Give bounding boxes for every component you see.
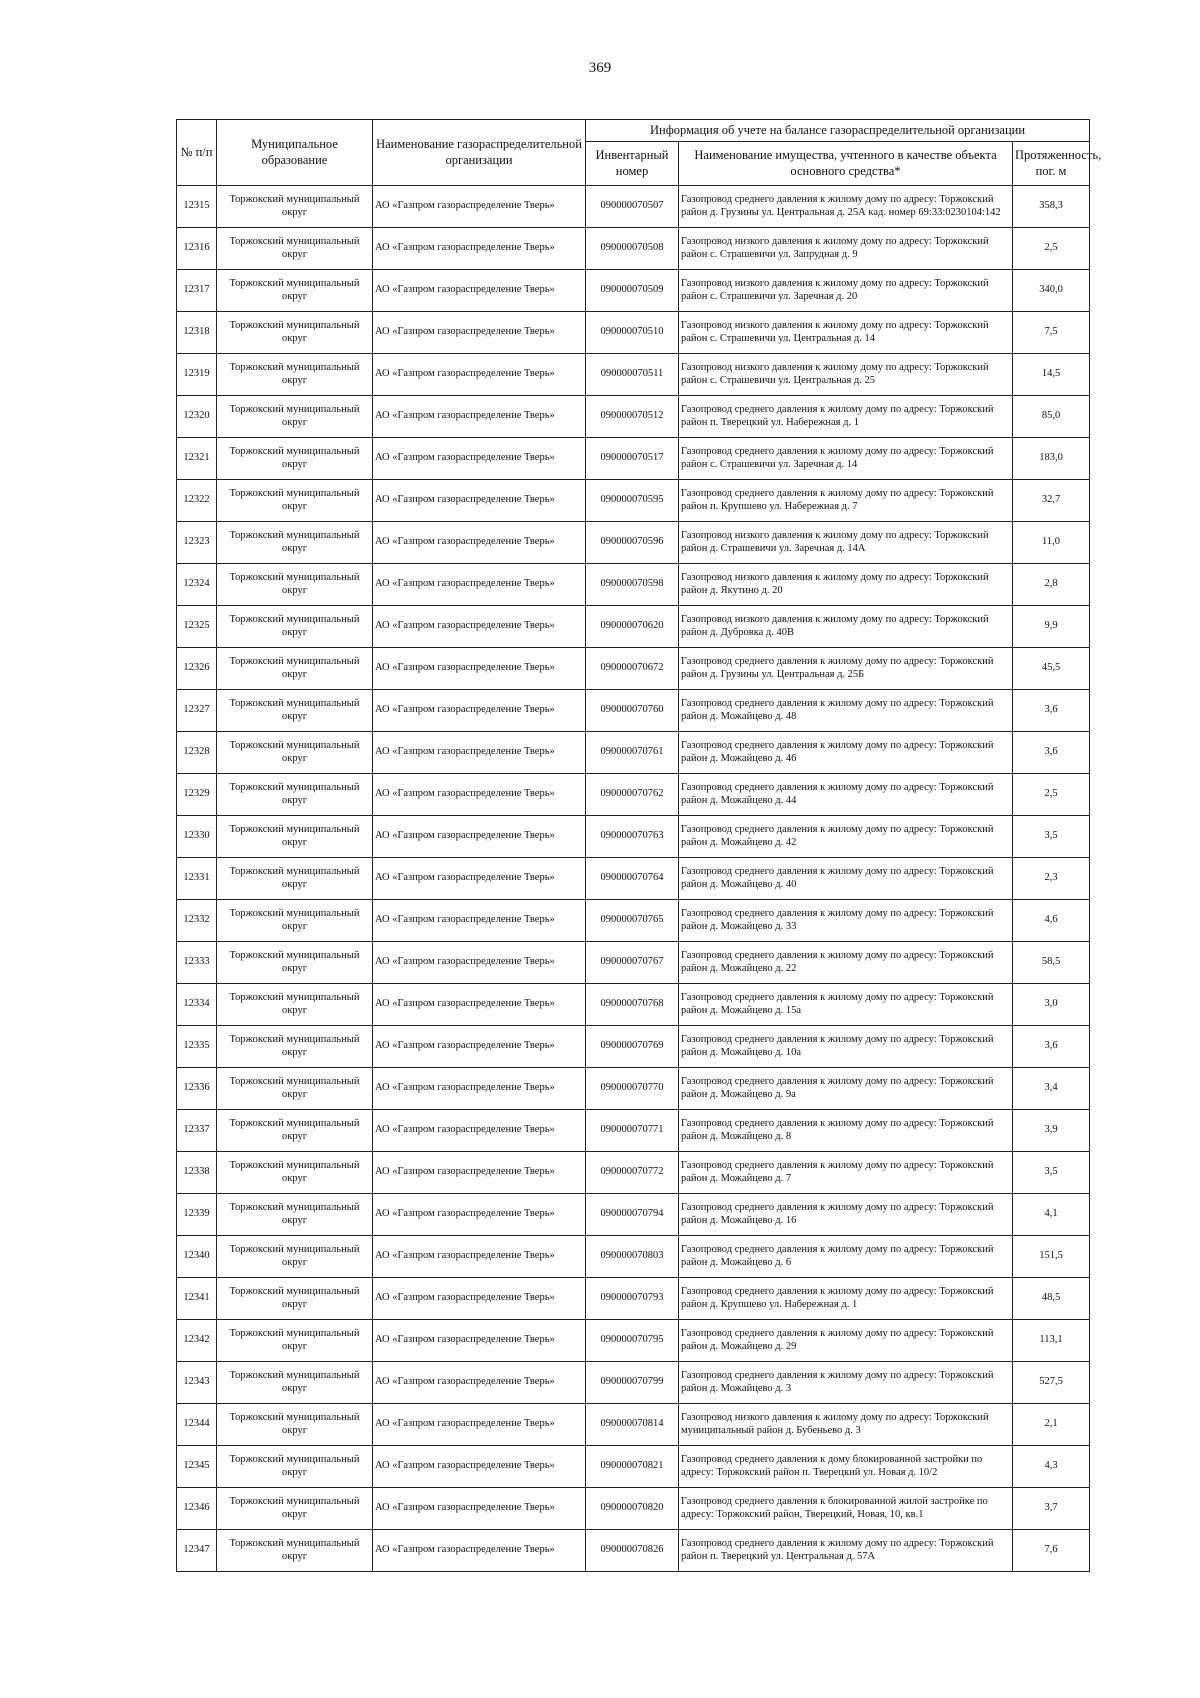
cell-organization: АО «Газпром газораспределение Тверь» [373,1362,586,1404]
cell-organization: АО «Газпром газораспределение Тверь» [373,228,586,270]
cell-length: 85,0 [1013,396,1090,438]
cell-municipality: Торжокский муниципальный округ [217,732,373,774]
cell-length: 48,5 [1013,1278,1090,1320]
cell-inventory: 090000070799 [586,1362,679,1404]
cell-organization: АО «Газпром газораспределение Тверь» [373,186,586,228]
table-row [177,438,1090,480]
cell-num: 12323 [177,522,217,564]
cell-length: 3,5 [1013,1152,1090,1194]
cell-length: 2,5 [1013,228,1090,270]
cell-num: 12324 [177,564,217,606]
cell-num: 12342 [177,1320,217,1362]
table-row [177,228,1090,270]
cell-property: Газопровод среднего давления к жилому дому по адресу: Торжокский район д. Можайцево д. 48 [679,690,1013,732]
table-row [177,984,1090,1026]
cell-organization: АО «Газпром газораспределение Тверь» [373,1278,586,1320]
cell-num: 12327 [177,690,217,732]
cell-municipality: Торжокский муниципальный округ [217,228,373,270]
table-body [177,186,1090,1572]
cell-inventory: 090000070826 [586,1530,679,1572]
table-row [177,732,1090,774]
table-row [177,396,1090,438]
cell-inventory: 090000070507 [586,186,679,228]
cell-municipality: Торжокский муниципальный округ [217,648,373,690]
cell-length: 2,3 [1013,858,1090,900]
table-row [177,606,1090,648]
cell-num: 12344 [177,1404,217,1446]
cell-num: 12334 [177,984,217,1026]
cell-inventory: 090000070821 [586,1446,679,1488]
table-row [177,354,1090,396]
cell-length: 3,4 [1013,1068,1090,1110]
table-row [177,1320,1090,1362]
cell-municipality: Торжокский муниципальный округ [217,1194,373,1236]
table-row [177,1278,1090,1320]
cell-organization: АО «Газпром газораспределение Тверь» [373,774,586,816]
cell-length: 32,7 [1013,480,1090,522]
cell-length: 3,6 [1013,732,1090,774]
cell-property: Газопровод низкого давления к жилому дому по адресу: Торжокский район с. Страшевичи ул. Центральная д. 14 [679,312,1013,354]
cell-organization: АО «Газпром газораспределение Тверь» [373,1026,586,1068]
cell-length: 3,0 [1013,984,1090,1026]
cell-municipality: Торжокский муниципальный округ [217,1110,373,1152]
cell-inventory: 090000070772 [586,1152,679,1194]
cell-inventory: 090000070672 [586,648,679,690]
table-row [177,270,1090,312]
cell-property: Газопровод среднего давления к жилому дому по адресу: Торжокский район д. Можайцево д. 16 [679,1194,1013,1236]
cell-municipality: Торжокский муниципальный округ [217,396,373,438]
cell-inventory: 090000070820 [586,1488,679,1530]
cell-property: Газопровод среднего давления к жилому дому по адресу: Торжокский район д. Можайцево д. 42 [679,816,1013,858]
cell-property: Газопровод среднего давления к жилому дому по адресу: Торжокский район д. Можайцево д. 15а [679,984,1013,1026]
cell-length: 14,5 [1013,354,1090,396]
cell-municipality: Торжокский муниципальный округ [217,1236,373,1278]
cell-organization: АО «Газпром газораспределение Тверь» [373,858,586,900]
cell-municipality: Торжокский муниципальный округ [217,1446,373,1488]
cell-num: 12346 [177,1488,217,1530]
table-row [177,1236,1090,1278]
cell-organization: АО «Газпром газораспределение Тверь» [373,1488,586,1530]
cell-organization: АО «Газпром газораспределение Тверь» [373,1236,586,1278]
cell-municipality: Торжокский муниципальный округ [217,1404,373,1446]
cell-property: Газопровод среднего давления к жилому дому по адресу: Торжокский район д. Можайцево д. 22 [679,942,1013,984]
cell-property: Газопровод среднего давления к жилому дому по адресу: Торжокский район д. Грузины ул. Центральная д. 25Б [679,648,1013,690]
cell-property: Газопровод среднего давления к дому блокированной застройки по адресу: Торжокский район п. Тверецкий ул. Новая д. 10/2 [679,1446,1013,1488]
table-row [177,1026,1090,1068]
cell-num: 12319 [177,354,217,396]
cell-municipality: Торжокский муниципальный округ [217,1488,373,1530]
cell-property: Газопровод низкого давления к жилому дому по адресу: Торжокский муниципальный район д. Бубеньево д. 3 [679,1404,1013,1446]
cell-length: 4,6 [1013,900,1090,942]
table-row [177,1530,1090,1572]
table-row [177,1152,1090,1194]
cell-property: Газопровод среднего давления к блокированной жилой застройке по адресу: Торжокский район, Тверецкий, Новая, 10, кв.1 [679,1488,1013,1530]
cell-organization: АО «Газпром газораспределение Тверь» [373,690,586,732]
cell-organization: АО «Газпром газораспределение Тверь» [373,732,586,774]
header-row [177,120,1090,142]
cell-municipality: Торжокский муниципальный округ [217,858,373,900]
cell-inventory: 090000070509 [586,270,679,312]
cell-organization: АО «Газпром газораспределение Тверь» [373,312,586,354]
cell-inventory: 090000070764 [586,858,679,900]
cell-property: Газопровод среднего давления к жилому дому по адресу: Торжокский район д. Можайцево д. 9а [679,1068,1013,1110]
cell-length: 2,1 [1013,1404,1090,1446]
cell-length: 3,5 [1013,816,1090,858]
cell-length: 4,3 [1013,1446,1090,1488]
cell-length: 7,5 [1013,312,1090,354]
cell-organization: АО «Газпром газораспределение Тверь» [373,942,586,984]
cell-inventory: 090000070793 [586,1278,679,1320]
cell-property: Газопровод низкого давления к жилому дому по адресу: Торжокский район д. Страшевичи ул. Заречная д. 14А [679,522,1013,564]
cell-num: 12317 [177,270,217,312]
cell-property: Газопровод низкого давления к жилому дому по адресу: Торжокский район с. Страшевичи ул. Запрудная д. 9 [679,228,1013,270]
cell-num: 12339 [177,1194,217,1236]
cell-length: 358,3 [1013,186,1090,228]
cell-organization: АО «Газпром газораспределение Тверь» [373,648,586,690]
cell-num: 12336 [177,1068,217,1110]
cell-inventory: 090000070794 [586,1194,679,1236]
cell-property: Газопровод низкого давления к жилому дому по адресу: Торжокский район д. Дубровка д. 40В [679,606,1013,648]
cell-inventory: 090000070510 [586,312,679,354]
cell-property: Газопровод низкого давления к жилому дому по адресу: Торжокский район д. Якутино д. 20 [679,564,1013,606]
cell-property: Газопровод среднего давления к жилому дому по адресу: Торжокский район д. Можайцево д. 40 [679,858,1013,900]
cell-inventory: 090000070762 [586,774,679,816]
cell-municipality: Торжокский муниципальный округ [217,438,373,480]
cell-municipality: Торжокский муниципальный округ [217,1530,373,1572]
cell-length: 527,5 [1013,1362,1090,1404]
cell-municipality: Торжокский муниципальный округ [217,270,373,312]
cell-num: 12329 [177,774,217,816]
table-row [177,1194,1090,1236]
cell-municipality: Торжокский муниципальный округ [217,1068,373,1110]
cell-property: Газопровод среднего давления к жилому дому по адресу: Торжокский район д. Можайцево д. 44 [679,774,1013,816]
cell-inventory: 090000070768 [586,984,679,1026]
cell-property: Газопровод среднего давления к жилому дому по адресу: Торжокский район п. Крупшево ул. Набережная д. 7 [679,480,1013,522]
cell-inventory: 090000070598 [586,564,679,606]
cell-municipality: Торжокский муниципальный округ [217,942,373,984]
cell-length: 183,0 [1013,438,1090,480]
header-length: Протяженность, пог. м [1013,142,1090,186]
table-row [177,1404,1090,1446]
cell-property: Газопровод среднего давления к жилому дому по адресу: Торжокский район д. Можайцево д. 33 [679,900,1013,942]
cell-inventory: 090000070814 [586,1404,679,1446]
cell-inventory: 090000070767 [586,942,679,984]
cell-inventory: 090000070761 [586,732,679,774]
table-row [177,564,1090,606]
table-row [177,186,1090,228]
cell-inventory: 090000070763 [586,816,679,858]
cell-num: 12321 [177,438,217,480]
cell-num: 12330 [177,816,217,858]
cell-organization: АО «Газпром газораспределение Тверь» [373,480,586,522]
cell-length: 3,7 [1013,1488,1090,1530]
cell-num: 12320 [177,396,217,438]
table-row [177,816,1090,858]
cell-inventory: 090000070596 [586,522,679,564]
table-row [177,774,1090,816]
cell-length: 9,9 [1013,606,1090,648]
cell-municipality: Торжокский муниципальный округ [217,774,373,816]
cell-organization: АО «Газпром газораспределение Тверь» [373,1320,586,1362]
cell-num: 12316 [177,228,217,270]
cell-municipality: Торжокский муниципальный округ [217,816,373,858]
cell-num: 12331 [177,858,217,900]
cell-num: 12335 [177,1026,217,1068]
cell-inventory: 090000070771 [586,1110,679,1152]
register-table [176,119,1102,1572]
cell-municipality: Торжокский муниципальный округ [217,900,373,942]
table-row [177,1110,1090,1152]
header-organization: Наименование газораспределительной организации [373,120,586,186]
cell-num: 12338 [177,1152,217,1194]
cell-num: 12337 [177,1110,217,1152]
cell-inventory: 090000070620 [586,606,679,648]
cell-municipality: Торжокский муниципальный округ [217,690,373,732]
header-num: № п/п [177,120,217,186]
cell-organization: АО «Газпром газораспределение Тверь» [373,606,586,648]
cell-length: 4,1 [1013,1194,1090,1236]
cell-num: 12328 [177,732,217,774]
table-row [177,690,1090,732]
table-row [177,1488,1090,1530]
cell-organization: АО «Газпром газораспределение Тверь» [373,522,586,564]
cell-organization: АО «Газпром газораспределение Тверь» [373,1152,586,1194]
cell-property: Газопровод среднего давления к жилому дому по адресу: Торжокский район д. Можайцево д. 46 [679,732,1013,774]
header-inventory: Инвентарный номер [586,142,679,186]
header-municipality: Муниципальное образование [217,120,373,186]
table-row [177,312,1090,354]
cell-organization: АО «Газпром газораспределение Тверь» [373,1446,586,1488]
cell-organization: АО «Газпром газораспределение Тверь» [373,1110,586,1152]
table-row [177,1446,1090,1488]
cell-organization: АО «Газпром газораспределение Тверь» [373,564,586,606]
cell-property: Газопровод низкого давления к жилому дому по адресу: Торжокский район с. Страшевичи ул. Центральная д. 25 [679,354,1013,396]
cell-municipality: Торжокский муниципальный округ [217,1320,373,1362]
cell-num: 12326 [177,648,217,690]
cell-property: Газопровод среднего давления к жилому дому по адресу: Торжокский район д. Можайцево д. 7 [679,1152,1013,1194]
cell-property: Газопровод среднего давления к жилому дому по адресу: Торжокский район д. Можайцево д. 8 [679,1110,1013,1152]
cell-organization: АО «Газпром газораспределение Тверь» [373,270,586,312]
cell-num: 12332 [177,900,217,942]
cell-length: 2,8 [1013,564,1090,606]
cell-num: 12343 [177,1362,217,1404]
cell-organization: АО «Газпром газораспределение Тверь» [373,1068,586,1110]
cell-length: 113,1 [1013,1320,1090,1362]
cell-property: Газопровод среднего давления к жилому дому по адресу: Торжокский район д. Крупшево ул. Набережная д. 1 [679,1278,1013,1320]
cell-length: 151,5 [1013,1236,1090,1278]
cell-organization: АО «Газпром газораспределение Тверь» [373,900,586,942]
table-row [177,900,1090,942]
cell-property: Газопровод низкого давления к жилому дому по адресу: Торжокский район с. Страшевичи ул. Заречная д. 20 [679,270,1013,312]
cell-num: 12318 [177,312,217,354]
cell-length: 11,0 [1013,522,1090,564]
cell-property: Газопровод среднего давления к жилому дому по адресу: Торжокский район д. Можайцево д. 10а [679,1026,1013,1068]
cell-organization: АО «Газпром газораспределение Тверь» [373,816,586,858]
cell-organization: АО «Газпром газораспределение Тверь» [373,984,586,1026]
cell-property: Газопровод среднего давления к жилому дому по адресу: Торжокский район д. Грузины ул. Центральная д. 25А кад. номер 69:33:0230104:142 [679,186,1013,228]
cell-num: 12325 [177,606,217,648]
cell-inventory: 090000070760 [586,690,679,732]
cell-length: 7,6 [1013,1530,1090,1572]
cell-num: 12322 [177,480,217,522]
cell-inventory: 090000070512 [586,396,679,438]
cell-municipality: Торжокский муниципальный округ [217,522,373,564]
cell-property: Газопровод среднего давления к жилому дому по адресу: Торжокский район д. Можайцево д. 29 [679,1320,1013,1362]
cell-num: 12345 [177,1446,217,1488]
cell-organization: АО «Газпром газораспределение Тверь» [373,438,586,480]
cell-municipality: Торжокский муниципальный округ [217,186,373,228]
table-row [177,942,1090,984]
cell-municipality: Торжокский муниципальный округ [217,1026,373,1068]
cell-organization: АО «Газпром газораспределение Тверь» [373,1530,586,1572]
cell-num: 12315 [177,186,217,228]
table-row [177,858,1090,900]
cell-num: 12347 [177,1530,217,1572]
cell-property: Газопровод среднего давления к жилому дому по адресу: Торжокский район с. Страшевичи ул. Заречная д. 14 [679,438,1013,480]
cell-inventory: 090000070803 [586,1236,679,1278]
cell-inventory: 090000070511 [586,354,679,396]
cell-municipality: Торжокский муниципальный округ [217,354,373,396]
cell-length: 3,9 [1013,1110,1090,1152]
cell-inventory: 090000070595 [586,480,679,522]
cell-num: 12333 [177,942,217,984]
cell-organization: АО «Газпром газораспределение Тверь» [373,354,586,396]
cell-organization: АО «Газпром газораспределение Тверь» [373,1194,586,1236]
cell-municipality: Торжокский муниципальный округ [217,1278,373,1320]
cell-organization: АО «Газпром газораспределение Тверь» [373,396,586,438]
cell-property: Газопровод среднего давления к жилому дому по адресу: Торжокский район д. Можайцево д. 6 [679,1236,1013,1278]
cell-municipality: Торжокский муниципальный округ [217,1362,373,1404]
cell-municipality: Торжокский муниципальный округ [217,606,373,648]
cell-inventory: 090000070508 [586,228,679,270]
cell-inventory: 090000070770 [586,1068,679,1110]
cell-organization: АО «Газпром газораспределение Тверь» [373,1404,586,1446]
cell-length: 45,5 [1013,648,1090,690]
table-row [177,648,1090,690]
cell-length: 58,5 [1013,942,1090,984]
cell-num: 12340 [177,1236,217,1278]
cell-municipality: Торжокский муниципальный округ [217,312,373,354]
page-number: 369 [588,60,612,76]
table-row [177,1362,1090,1404]
table-row [177,522,1090,564]
table-row [177,480,1090,522]
cell-property: Газопровод среднего давления к жилому дому по адресу: Торжокский район п. Тверецкий ул. Набережная д. 1 [679,396,1013,438]
cell-num: 12341 [177,1278,217,1320]
cell-inventory: 090000070517 [586,438,679,480]
cell-inventory: 090000070769 [586,1026,679,1068]
header-balance-group: Информация об учете на балансе газораспределительной организации [586,120,1090,142]
cell-municipality: Торжокский муниципальный округ [217,1152,373,1194]
cell-length: 2,5 [1013,774,1090,816]
cell-property: Газопровод среднего давления к жилому дому по адресу: Торжокский район п. Тверецкий ул. Центральная д. 57А [679,1530,1013,1572]
header-property: Наименование имущества, учтенного в качестве объекта основного средства* [679,142,1013,186]
cell-length: 3,6 [1013,1026,1090,1068]
cell-municipality: Торжокский муниципальный округ [217,984,373,1026]
cell-inventory: 090000070795 [586,1320,679,1362]
cell-length: 340,0 [1013,270,1090,312]
cell-property: Газопровод среднего давления к жилому дому по адресу: Торжокский район д. Можайцево д. 3 [679,1362,1013,1404]
cell-inventory: 090000070765 [586,900,679,942]
cell-municipality: Торжокский муниципальный округ [217,564,373,606]
cell-length: 3,6 [1013,690,1090,732]
table-row [177,1068,1090,1110]
cell-municipality: Торжокский муниципальный округ [217,480,373,522]
